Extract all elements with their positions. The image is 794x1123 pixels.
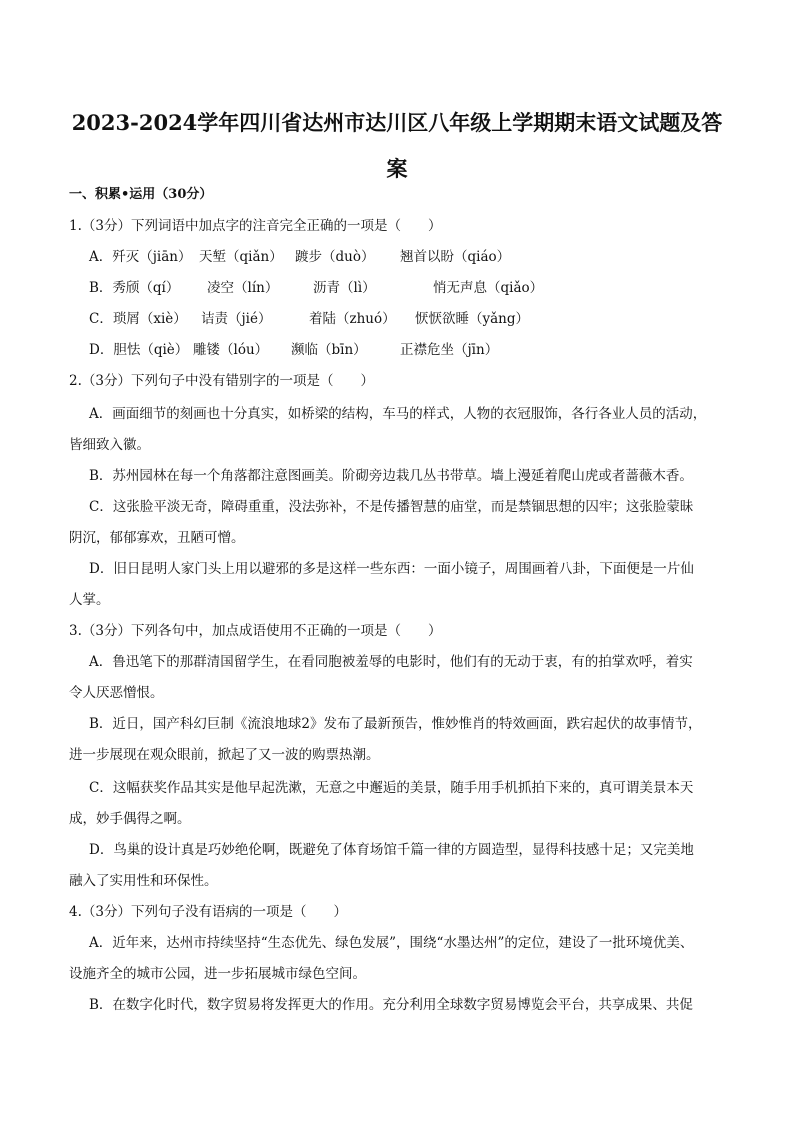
q3-option-a-line-2: 令人厌恶憎恨。 — [69, 685, 164, 701]
q1-d-1: D．胆怯（qiè） — [89, 342, 189, 358]
question-1-option-b — [89, 276, 543, 300]
question-3-stem: 3.（3分）下列各句中，加点成语使用不正确的一项是（ ） — [69, 623, 442, 639]
q1-a-2: 天堑（qiǎn） — [199, 249, 283, 265]
q3-option-c-line-1: C．这幅获奖作品其实是他早起洗漱，无意之中邂逅的美景，随手用手机抓拍下来的，真可谓美景本天 — [89, 780, 694, 796]
q1-a-3: 踱步（duò） — [295, 249, 375, 265]
q3-option-a-line-1: A．鲁迅笔下的那群清国留学生，在看同胞被羞辱的电影时，他们有的无动于衷，有的拍掌欢呼，着实 — [89, 654, 693, 670]
q1-d-4: 正襟危坐（jīn） — [400, 342, 499, 358]
question-1-option-a — [89, 245, 510, 269]
q1-a-4: 翘首以盼（qiáo） — [400, 249, 511, 265]
q2-option-b-line-1: B．苏州园林在每一个角落都注意图画美。阶砌旁边栽几丛书带草。墙上漫延着爬山虎或者蔷薇木香。 — [89, 468, 693, 484]
q3-option-d-line-1: D．鸟巢的设计真是巧妙绝伦啊，既避免了体育场馆千篇一律的方圆造型，显得科技感十足；又完美地 — [89, 842, 694, 858]
q1-b-4: 悄无声息（qiǎo） — [433, 280, 544, 296]
q2-option-a-line-1: A．画面细节的刻画也十分真实，如桥梁的结构，车马的样式，人物的衣冠服饰，各行各业人员的活动， — [89, 406, 707, 422]
q1-c-2: 诘责（jié） — [201, 311, 272, 327]
q4-option-a-line-1: A．近年来，达州市持续坚持“生态优先、绿色发展”，围绕“水墨达州”的定位，建设了一批环境优美、 — [89, 935, 694, 951]
q1-d-3: 濒临（bīn） — [291, 342, 367, 358]
question-1-option-c — [89, 307, 529, 331]
q2-option-d-line-2: 人掌。 — [69, 592, 110, 608]
q2-option-c-line-1: C．这张脸平淡无奇，障碍重重，没法弥补，不是传播智慧的庙堂，而是禁锢思想的囚牢；这张脸蒙昧 — [89, 499, 694, 515]
document-title — [60, 100, 734, 192]
q2-option-d-line-1: D．旧日昆明人家门头上用以避邪的多是这样一些东西：一面小镜子，周围画着八卦，下面便是一片仙 — [89, 561, 694, 577]
q4-option-b-line-1: B．在数字化时代，数字贸易将发挥更大的作用。充分利用全球数字贸易博览会平台，共享成果、共促 — [89, 997, 693, 1013]
q3-option-b-line-2: 进一步展现在观众眼前，掀起了又一波的购票热潮。 — [69, 747, 380, 763]
q1-c-4: 恹恹欲睡（yǎng） — [415, 311, 530, 327]
q4-option-a-line-2: 设施齐全的城市公园，进一步拓展城市绿色空间。 — [69, 966, 366, 982]
q1-c-1: C．琐屑（xiè） — [89, 311, 187, 327]
q1-b-1: B．秀颀（qí） — [89, 280, 180, 296]
title-line-2: 案 — [386, 156, 408, 181]
q3-option-b-line-1: B．近日，国产科幻巨制《流浪地球2》发布了最新预告，惟妙惟肖的特效画面，跌宕起伏的故事情节， — [89, 716, 702, 732]
section-heading: 一、积累•运用（30分） — [69, 187, 213, 202]
question-2-stem: 2.（3分）下列句子中没有错别字的一项是（ ） — [69, 373, 374, 389]
question-1-stem: 1.（3分）下列词语中加点字的注音完全正确的一项是（ ） — [69, 218, 442, 234]
q1-a-1: A．歼灭（jiān） — [89, 249, 192, 265]
q3-option-c-line-2: 成，妙手偶得之啊。 — [69, 811, 191, 827]
q1-c-3: 着陆（zhuó） — [309, 311, 396, 327]
q1-b-3: 沥青（lì） — [313, 280, 376, 296]
q3-option-d-line-2: 融入了实用性和环保性。 — [69, 873, 218, 889]
title-line-1: 2023-2024学年四川省达州市达川区八年级上学期期末语文试题及答 — [71, 110, 723, 135]
q2-option-c-line-2: 阴沉，郁郁寡欢，丑陋可憎。 — [69, 530, 245, 546]
q1-b-2: 凌空（lín） — [207, 280, 279, 296]
question-1-option-d — [89, 338, 498, 362]
question-4-stem: 4.（3分）下列句子没有语病的一项是（ ） — [69, 904, 347, 920]
q1-d-2: 雕镂（lóu） — [193, 342, 269, 358]
q2-option-a-line-2: 皆细致入徽。 — [69, 437, 150, 453]
